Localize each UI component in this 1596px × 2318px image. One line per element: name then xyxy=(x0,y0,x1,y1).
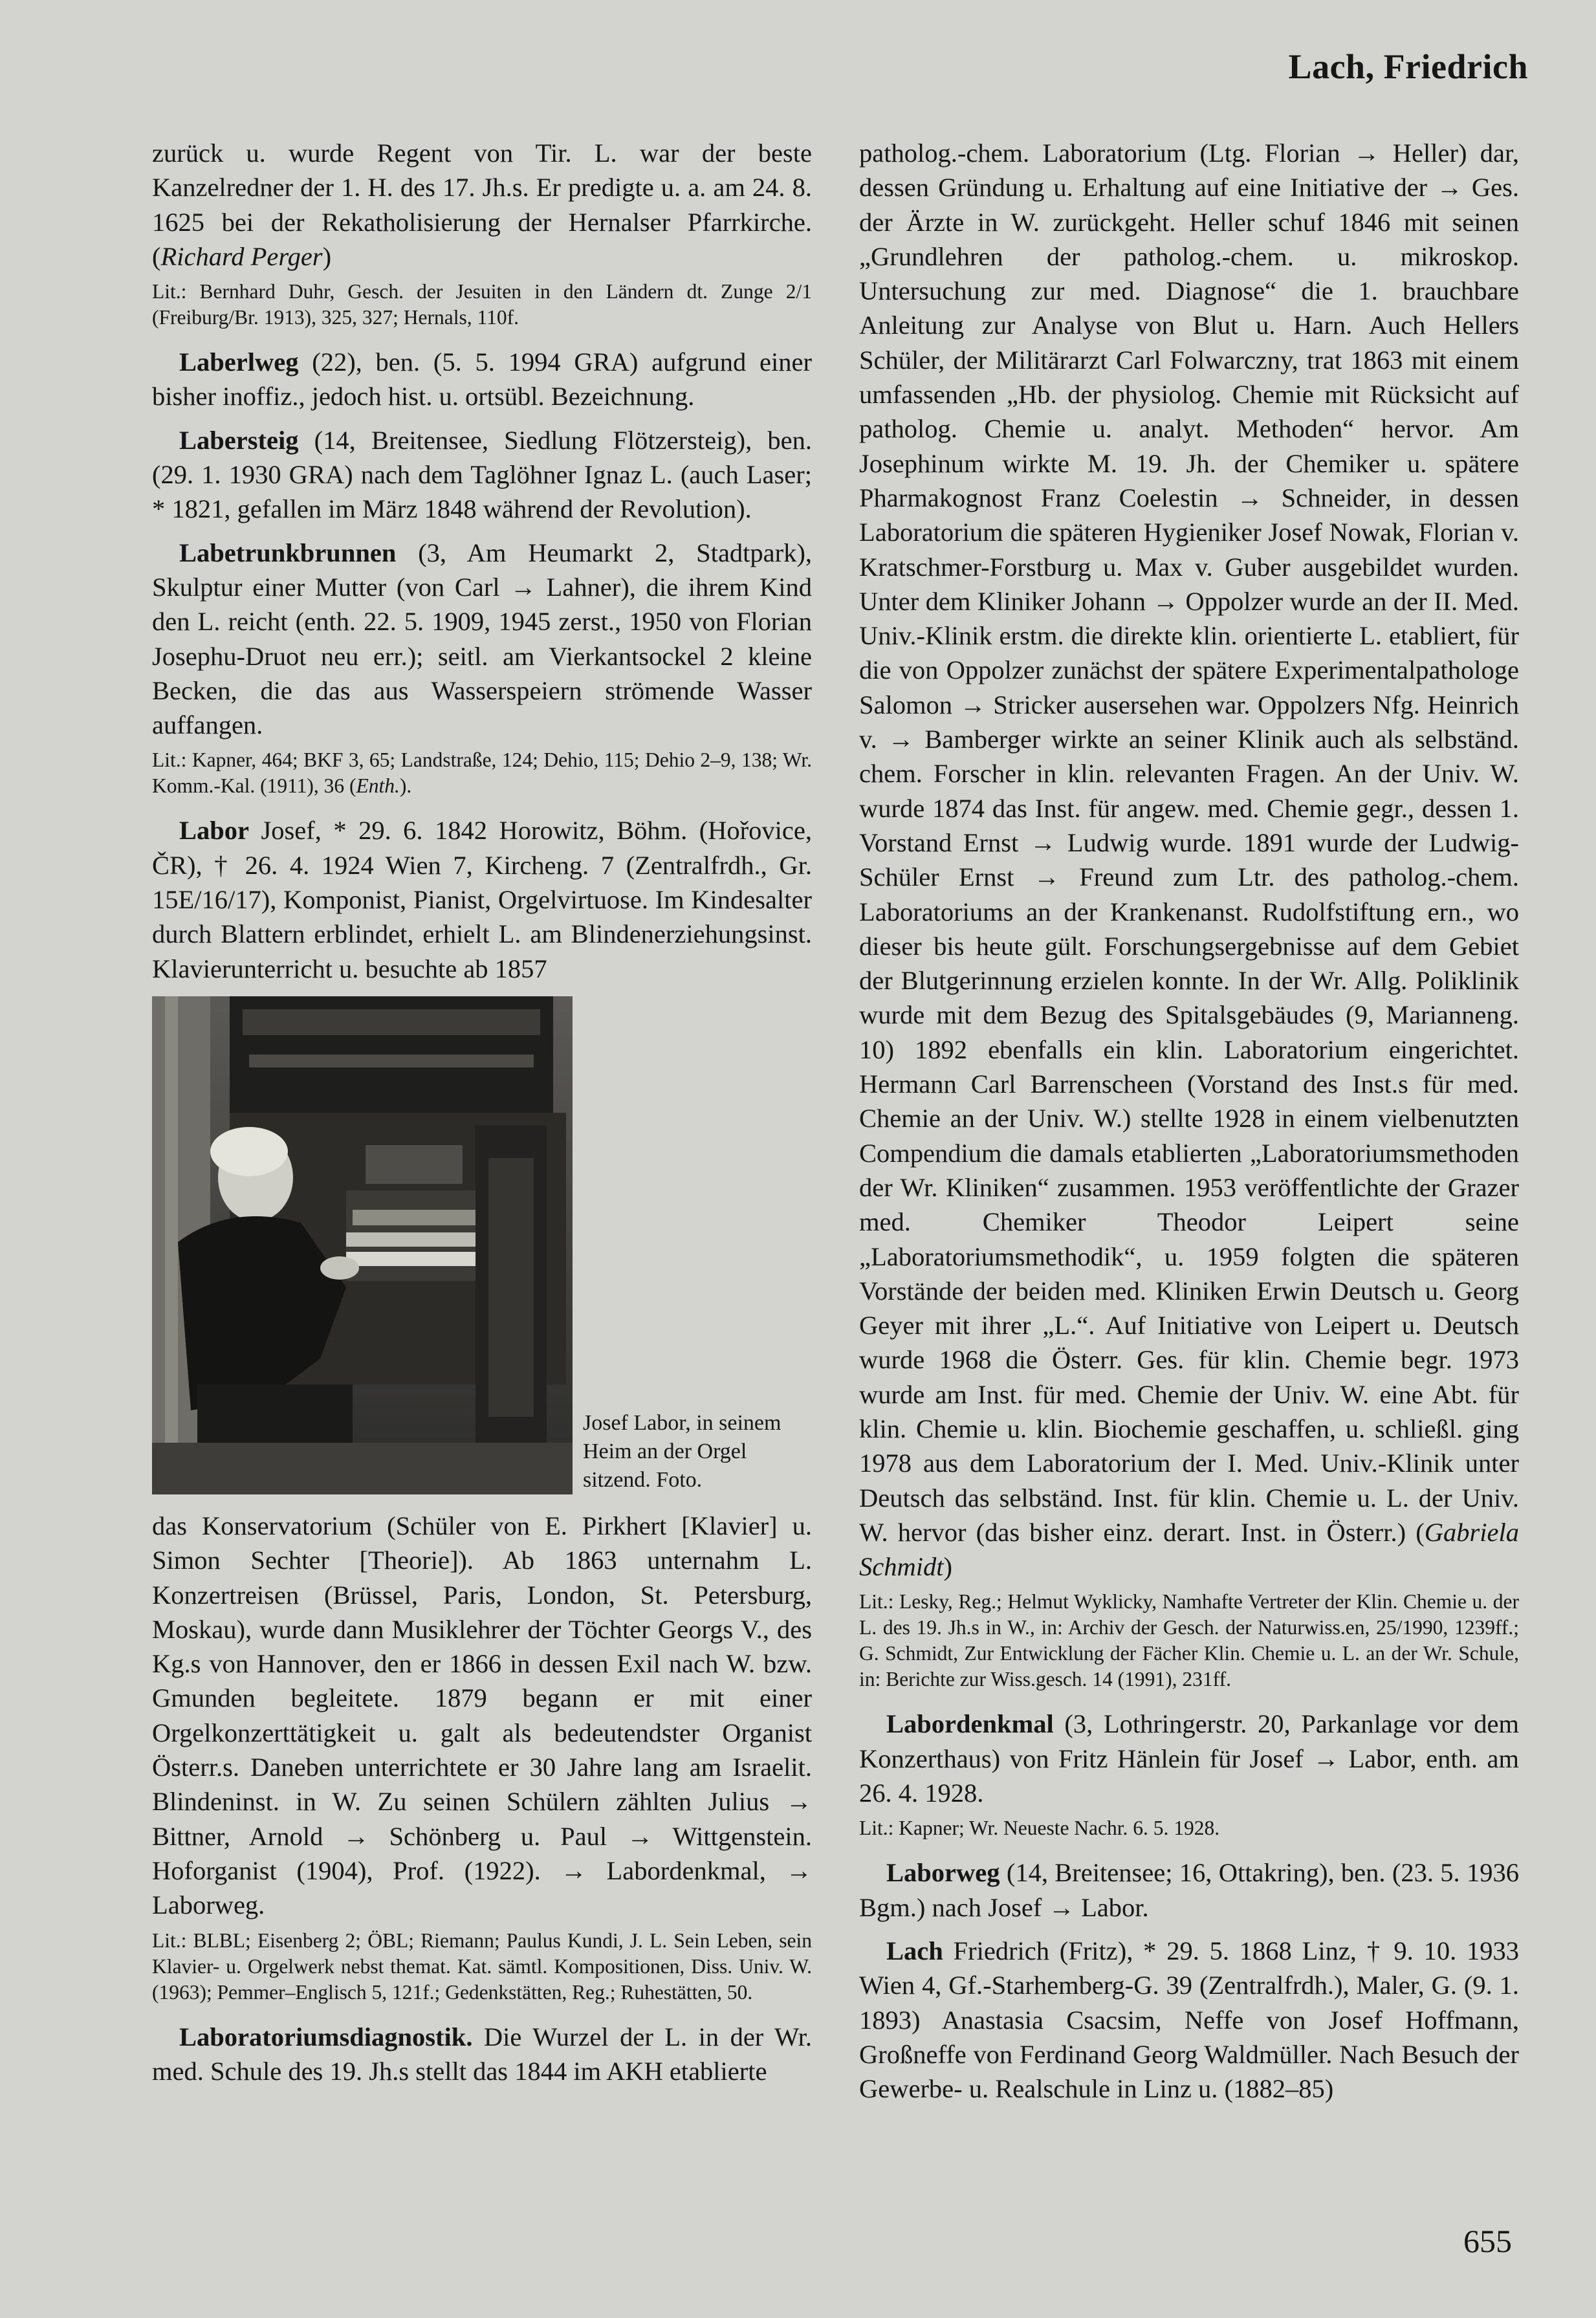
right-column xyxy=(859,136,1519,2115)
literature-note: Lit.: Kapner; Wr. Neueste Nachr. 6. 5. 1928. xyxy=(859,1817,1220,1840)
entry-laberlweg: Laberlweg (22), ben. (5. 5. 1994 GRA) aufgrund einer bisher inoffiz., jedoch hist. u. ortsübl. Bezeichnung. xyxy=(152,347,812,411)
photo-figure xyxy=(152,996,812,1494)
headword: Labordenkmal xyxy=(886,1709,1054,1739)
literature-note: Lit.: Bernhard Duhr, Gesch. der Jesuiten in den Ländern dt. Zunge 2/1 (Freiburg/Br. 1913), 325, 327; Hernals, 110f. xyxy=(152,280,813,329)
headword: Labetrunkbrunnen xyxy=(179,538,397,567)
literature-note: Lit.: BLBL; Eisenberg 2; ÖBL; Riemann; Paulus Kundi, J. L. Sein Leben, sein Klavier- u. Orgelwerk nebst themat. Kat. sämtl. Kompositionen, Diss. Univ. W. (1963); Pemmer–Englisch 5, 121f.; Gedenkstätten, Reg.; Ruhestätten, 50. xyxy=(152,1929,812,2004)
organ-photo-illustration xyxy=(152,996,573,1494)
entry-labetrunkbrunnen: Labetrunkbrunnen (3, Am Heumarkt 2, Stadtpark), Skulptur einer Mutter (von Carl → Lahner), die ihrem Kind den L. reicht (enth. 22. 5. 1909, 1945 zerst., 1950 von Florian Josephu-Druot neu err.); seitl. am Vierkantsockel 2 kleine Becken, die das aus Wasserspeiern strömende Wasser auffangen. xyxy=(152,538,812,740)
entry-labersteig: Labersteig (14, Breitensee, Siedlung Flötzersteig), ben. (29. 1. 1930 GRA) nach dem Taglöhner Ignaz L. (auch Laser; * 1821, gefallen im März 1848 während der Revolution). xyxy=(152,425,812,524)
headword: Lach xyxy=(886,1936,943,1965)
entry-laboratoriumsdiagnostik: Laboratoriumsdiagnostik. Die Wurzel der L. in der Wr. med. Schule des 19. Jh.s stellt das 1844 im AKH etablierte xyxy=(152,2022,812,2086)
headword: Labor xyxy=(179,816,250,846)
headword: Laberlweg xyxy=(179,347,299,377)
entry-laborweg: Laborweg (14, Breitensee; 16, Ottakring), ben. (23. 5. 1936 Bgm.) nach Josef → Labor. xyxy=(859,1858,1519,1922)
author-signature: Richard Perger xyxy=(160,241,323,271)
running-head: Lach, Friedrich xyxy=(1288,47,1528,86)
entry-labordenkmal: Labordenkmal (3, Lothringerstr. 20, Parkanlage vor dem Konzerthaus) von Fritz Hänlein für Josef → Labor, enth. am 26. 4. 1928. xyxy=(859,1709,1519,1808)
entry-lamormaini-continuation: zurück u. wurde Regent von Tir. L. war der beste Kanzelredner der 1. H. des 17. Jh.s. Er predigte u. a. am 24. 8. 1625 bei der Rekatholisierung der Hernalser Pfarrkirche. (Richard Perger) xyxy=(152,138,812,271)
entry-labor-josef: Labor Josef, * 29. 6. 1842 Horowitz, Böhm. (Hořovice, ČR), † 26. 4. 1924 Wien 7, Kircheng. 7 (Zentralfrdh., Gr. 15E/16/17), Komponist, Pianist, Orgelvirtuose. Im Kindesalter durch Blattern erblindet, erhielt L. am Blindenerziehungsinst. Klavierunterricht u. besuchte ab 1857 xyxy=(152,816,812,983)
organ-photo xyxy=(152,996,573,1494)
left-column xyxy=(152,136,812,2097)
literature-note: Lit.: Kapner, 464; BKF 3, 65; Landstraße, 124; Dehio, 115; Dehio 2–9, 138; Wr. Komm.-Kal. (1911), 36 (Enth.). xyxy=(152,749,813,798)
author-signature: Gabriela Schmidt xyxy=(859,1517,1519,1582)
entry-laboratoriumsdiagnostik-continuation: patholog.-chem. Laboratorium (Ltg. Florian → Heller) dar, dessen Gründung u. Erhaltung auf eine Initiative der → Ges. der Ärzte in W. zurückgeht. Heller schuf 1846 mit seinen „Grundlehren der patholog.-chem. u. mikroskop. Untersuchung zur med. Diagnose“ die 1. brauchbare Anleitung zur Analyse von Blut u. Harn. Auch Hellers Schüler, der Militärarzt Carl Folwarczny, trat 1863 mit einem umfassenden „Hb. der physiolog. Chemie mit Rücksicht auf patholog. Chemie u. analyt. Methoden“ hervor. Am Josephinum wirkte M. 19. Jh. der Chemiker u. spätere Pharmakognost Franz Coelestin → Schneider, in dessen Laboratorium die späteren Hygieniker Josef Nowak, Florian v. Kratschmer-Forstburg u. Max v. Guber ausgebildet wurden. Unter dem Kliniker Johann → Oppolzer wurde an der II. Med. Univ.-Klinik erstm. die direkte klin. orientierte L. etabliert, für die von Oppolzer zunächst der spätere Experimentalpathologe Salomon → Stricker ausersehen war. Oppolzers Nfg. Heinrich v. → Bamberger wirkte an seiner Klinik auch als selbständ. chem. Forscher in klin. relevanten Fragen. An der Univ. W. wurde 1874 das Inst. für angew. med. Chemie gegr., dessen 1. Vorstand Ernst → Ludwig wurde. 1891 wurde der Ludwig-Schüler Ernst → Freund zum Ltr. des patholog.-chem. Laboratoriums an der Krankenanst. Rudolfstiftung ern., wo dieser bis heute gült. Forschungsergebnisse auf dem Gebiet der Blutgerinnung erzielen konnte. In der Wr. Allg. Poliklinik wurde mit dem Bezug des Spitalsgebäudes (9, Marianneng. 10) 1892 ebenfalls ein klin. Laboratorium eingerichtet. Hermann Carl Barrenscheen (Vorstand des Inst.s für med. Chemie an der Univ. W.) stellte 1928 in einem vielbenutzten Compendium die damals etablierten „Laboratoriumsmethoden der Wr. Kliniken“ zusammen. 1953 veröffentlichte der Grazer med. Chemiker Theodor Leipert seine „Laboratoriumsmethodik“, u. 1959 folgten die späteren Vorstände der beiden med. Kliniken Erwin Deutsch u. Georg Geyer mit ihrer „L.“. Auf Initiative von Leipert u. Deutsch wurde 1968 die Österr. Ges. für klin. Chemie begr. 1973 wurde am Inst. für med. Chemie der Univ. W. eine Abt. für klin. Chemie u. klin. Biochemie geschaffen, u. schließl. ging 1978 aus dem Laboratorium der I. Med. Univ.-Klinik unter Deutsch das selbständ. Inst. für klin. Chemie u. L. der Univ. W. hervor (das bisher einz. derart. Inst. in Österr.) (Gabriela Schmidt) xyxy=(859,138,1519,1582)
entry-lach-friedrich: Lach Friedrich (Fritz), * 29. 5. 1868 Linz, † 9. 10. 1933 Wien 4, Gf.-Starhemberg-G. 39 (Zentralfrdh.), Maler, G. (9. 1. 1893) Anastasia Csacsim, Neffe von Josef Hoffmann, Großneffe von Ferdinand Georg Waldmüller. Nach Besuch der Gewerbe- u. Realschule in Linz u. (1882–85) xyxy=(859,1936,1519,2104)
page-number: 655 xyxy=(1463,2223,1512,2259)
entry-labor-josef-continuation: das Konservatorium (Schüler von E. Pirkhert [Klavier] u. Simon Sechter [Theorie]). Ab 1863 unternahm L. Konzertreisen (Brüssel, Paris, London, St. Petersburg, Moskau), wurde dann Musiklehrer der Töchter Georgs V., des Kg.s von Hannover, den er 1866 in dessen Exil nach W. bzw. Gmunden begleitete. 1879 begann er mit einer Orgelkonzerttätigkeit u. galt als bedeutendster Organist Österr.s. Daneben unterrichtete er 30 Jahre lang am Israelit. Blindeninst. in W. Zu seinen Schülern zählten Julius → Bittner, Arnold → Schönberg u. Paul → Wittgenstein. Hoforganist (1904), Prof. (1922). → Labordenkmal, → Laborweg. xyxy=(152,1511,812,1920)
headword: Laboratoriumsdiagnostik. xyxy=(179,2022,473,2051)
headword: Labersteig xyxy=(179,425,299,455)
headword: Laborweg xyxy=(886,1858,1000,1888)
literature-note: Lit.: Lesky, Reg.; Helmut Wyklicky, Namhafte Vertreter der Klin. Chemie u. der L. des 19. Jh.s in W., in: Archiv der Gesch. der Naturwiss.en, 25/1990, 1239ff.; G. Schmidt, Zur Entwicklung der Fächer Klin. Chemie u. L. an der Wr. Schule, in: Berichte zur Wiss.gesch. 14 (1991), 231ff. xyxy=(859,1590,1519,1691)
photo-caption: Josef Labor, in seinem Heim an der Orgel sitzend. Foto. xyxy=(583,1410,782,1492)
